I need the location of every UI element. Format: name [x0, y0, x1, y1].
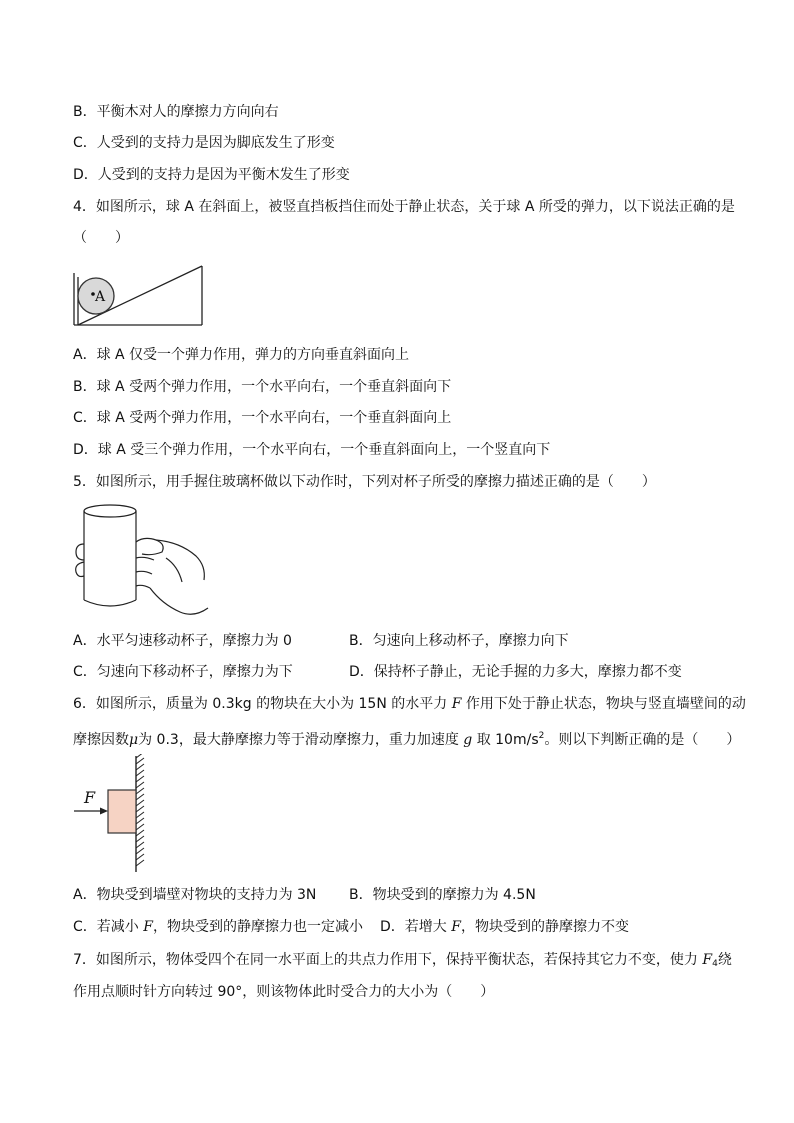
q4-option-d: D．球 A 受三个弹力作用，一个水平向右，一个垂直斜面向上，一个竖直向下	[73, 442, 551, 458]
wall-hatch-line	[136, 818, 144, 824]
q4-stem-line2: （ ）	[73, 230, 129, 246]
q4-stem-line1: 4．如图所示，球 A 在斜面上，被竖直挡板挡住而处于静止状态，关于球 A 所受的弹力，以下说法正确的是	[73, 199, 735, 215]
wall-hatch-line	[136, 860, 144, 866]
wall-hatch-line	[136, 842, 144, 848]
q4-option-c: C．球 A 受两个弹力作用，一个水平向右，一个垂直斜面向上	[73, 410, 452, 426]
force-label: F	[84, 788, 96, 807]
force-symbol: F	[451, 696, 462, 712]
wall-hatch-line	[136, 836, 144, 842]
wall-hatch-line	[136, 854, 144, 860]
ball-a-label: A	[95, 289, 106, 305]
wall-hatch-line	[136, 764, 144, 770]
q5-option-b: B．匀速向上移动杯子，摩擦力向下	[349, 633, 569, 649]
q6-option-d: D．若增大 F，物块受到的静摩擦力不变	[380, 919, 629, 935]
wall-hatch-line	[136, 794, 144, 800]
wall-hatch-line	[136, 848, 144, 854]
q3-option-b: B．平衡木对人的摩擦力方向向右	[73, 104, 279, 120]
q7-stem-line1: 7．如图所示，物体受四个在同一水平面上的共点力作用下，保持平衡状态，若保持其它力不变，使力 $F_4$绕	[73, 952, 732, 969]
q5-option-c: C．匀速向下移动杯子，摩擦力为下	[73, 664, 293, 680]
q5-option-d: D．保持杯子静止，无论手握的力多大，摩擦力都不变	[349, 664, 682, 680]
wall-hatch-line	[136, 824, 144, 830]
wall-hatch-line	[136, 754, 144, 758]
q6-option-c: C．若减小 F，物块受到的静摩擦力也一定减小	[73, 919, 363, 935]
q5-stem: 5．如图所示，用手握住玻璃杯做以下动作时，下列对杯子所受的摩擦力描述正确的是（ ）	[73, 474, 656, 490]
q5-option-a: A．水平匀速移动杯子，摩擦力为 0	[73, 633, 292, 649]
q4-figure-ball-on-incline	[70, 263, 206, 329]
mu-symbol: μ	[129, 732, 139, 748]
q4-option-b: B．球 A 受两个弹力作用，一个水平向右，一个垂直斜面向下	[73, 379, 452, 395]
wall-hatch-line	[136, 806, 144, 812]
q4-option-a: A．球 A 仅受一个弹力作用，弹力的方向垂直斜面向上	[73, 347, 410, 363]
q6-stem-line1: 6．如图所示，质量为 0.3kg 的物块在大小为 15N 的水平力 F 作用下处于静止状态，物块与竖直墙壁间的动	[73, 696, 746, 712]
q7-stem-line2: 作用点顺时针方向转过 90°，则该物体此时受合力的大小为（ ）	[73, 984, 495, 1000]
wall-hatch-line	[136, 812, 144, 818]
wall-hatch-line	[136, 788, 144, 794]
wall-hatch-line	[136, 770, 144, 776]
wall-hatch-line	[136, 800, 144, 806]
wall-hatch-line	[136, 830, 144, 836]
q6-stem-line2: 摩擦因数μ为 0.3，最大静摩擦力等于滑动摩擦力，重力加速度 g 取 $10m/s^2$。则以下判断正确的是（ ）	[73, 731, 741, 748]
q5-figure-hand-holding-glass	[70, 500, 210, 618]
q3-option-d: D．人受到的支持力是因为平衡木发生了形变	[73, 167, 350, 183]
q3-option-c: C．人受到的支持力是因为脚底发生了形变	[73, 135, 335, 151]
wall-hatch-line	[136, 782, 144, 788]
g-symbol: g	[463, 732, 473, 748]
q6-option-b: B．物块受到的摩擦力为 4.5N	[349, 887, 536, 903]
wall-hatch-line	[136, 758, 144, 764]
q6-option-a: A．物块受到墙壁对物块的支持力为 3N	[73, 887, 317, 903]
block	[108, 790, 136, 833]
wall-hatch-line	[136, 776, 144, 782]
q6-figure-block-on-wall	[70, 754, 160, 876]
